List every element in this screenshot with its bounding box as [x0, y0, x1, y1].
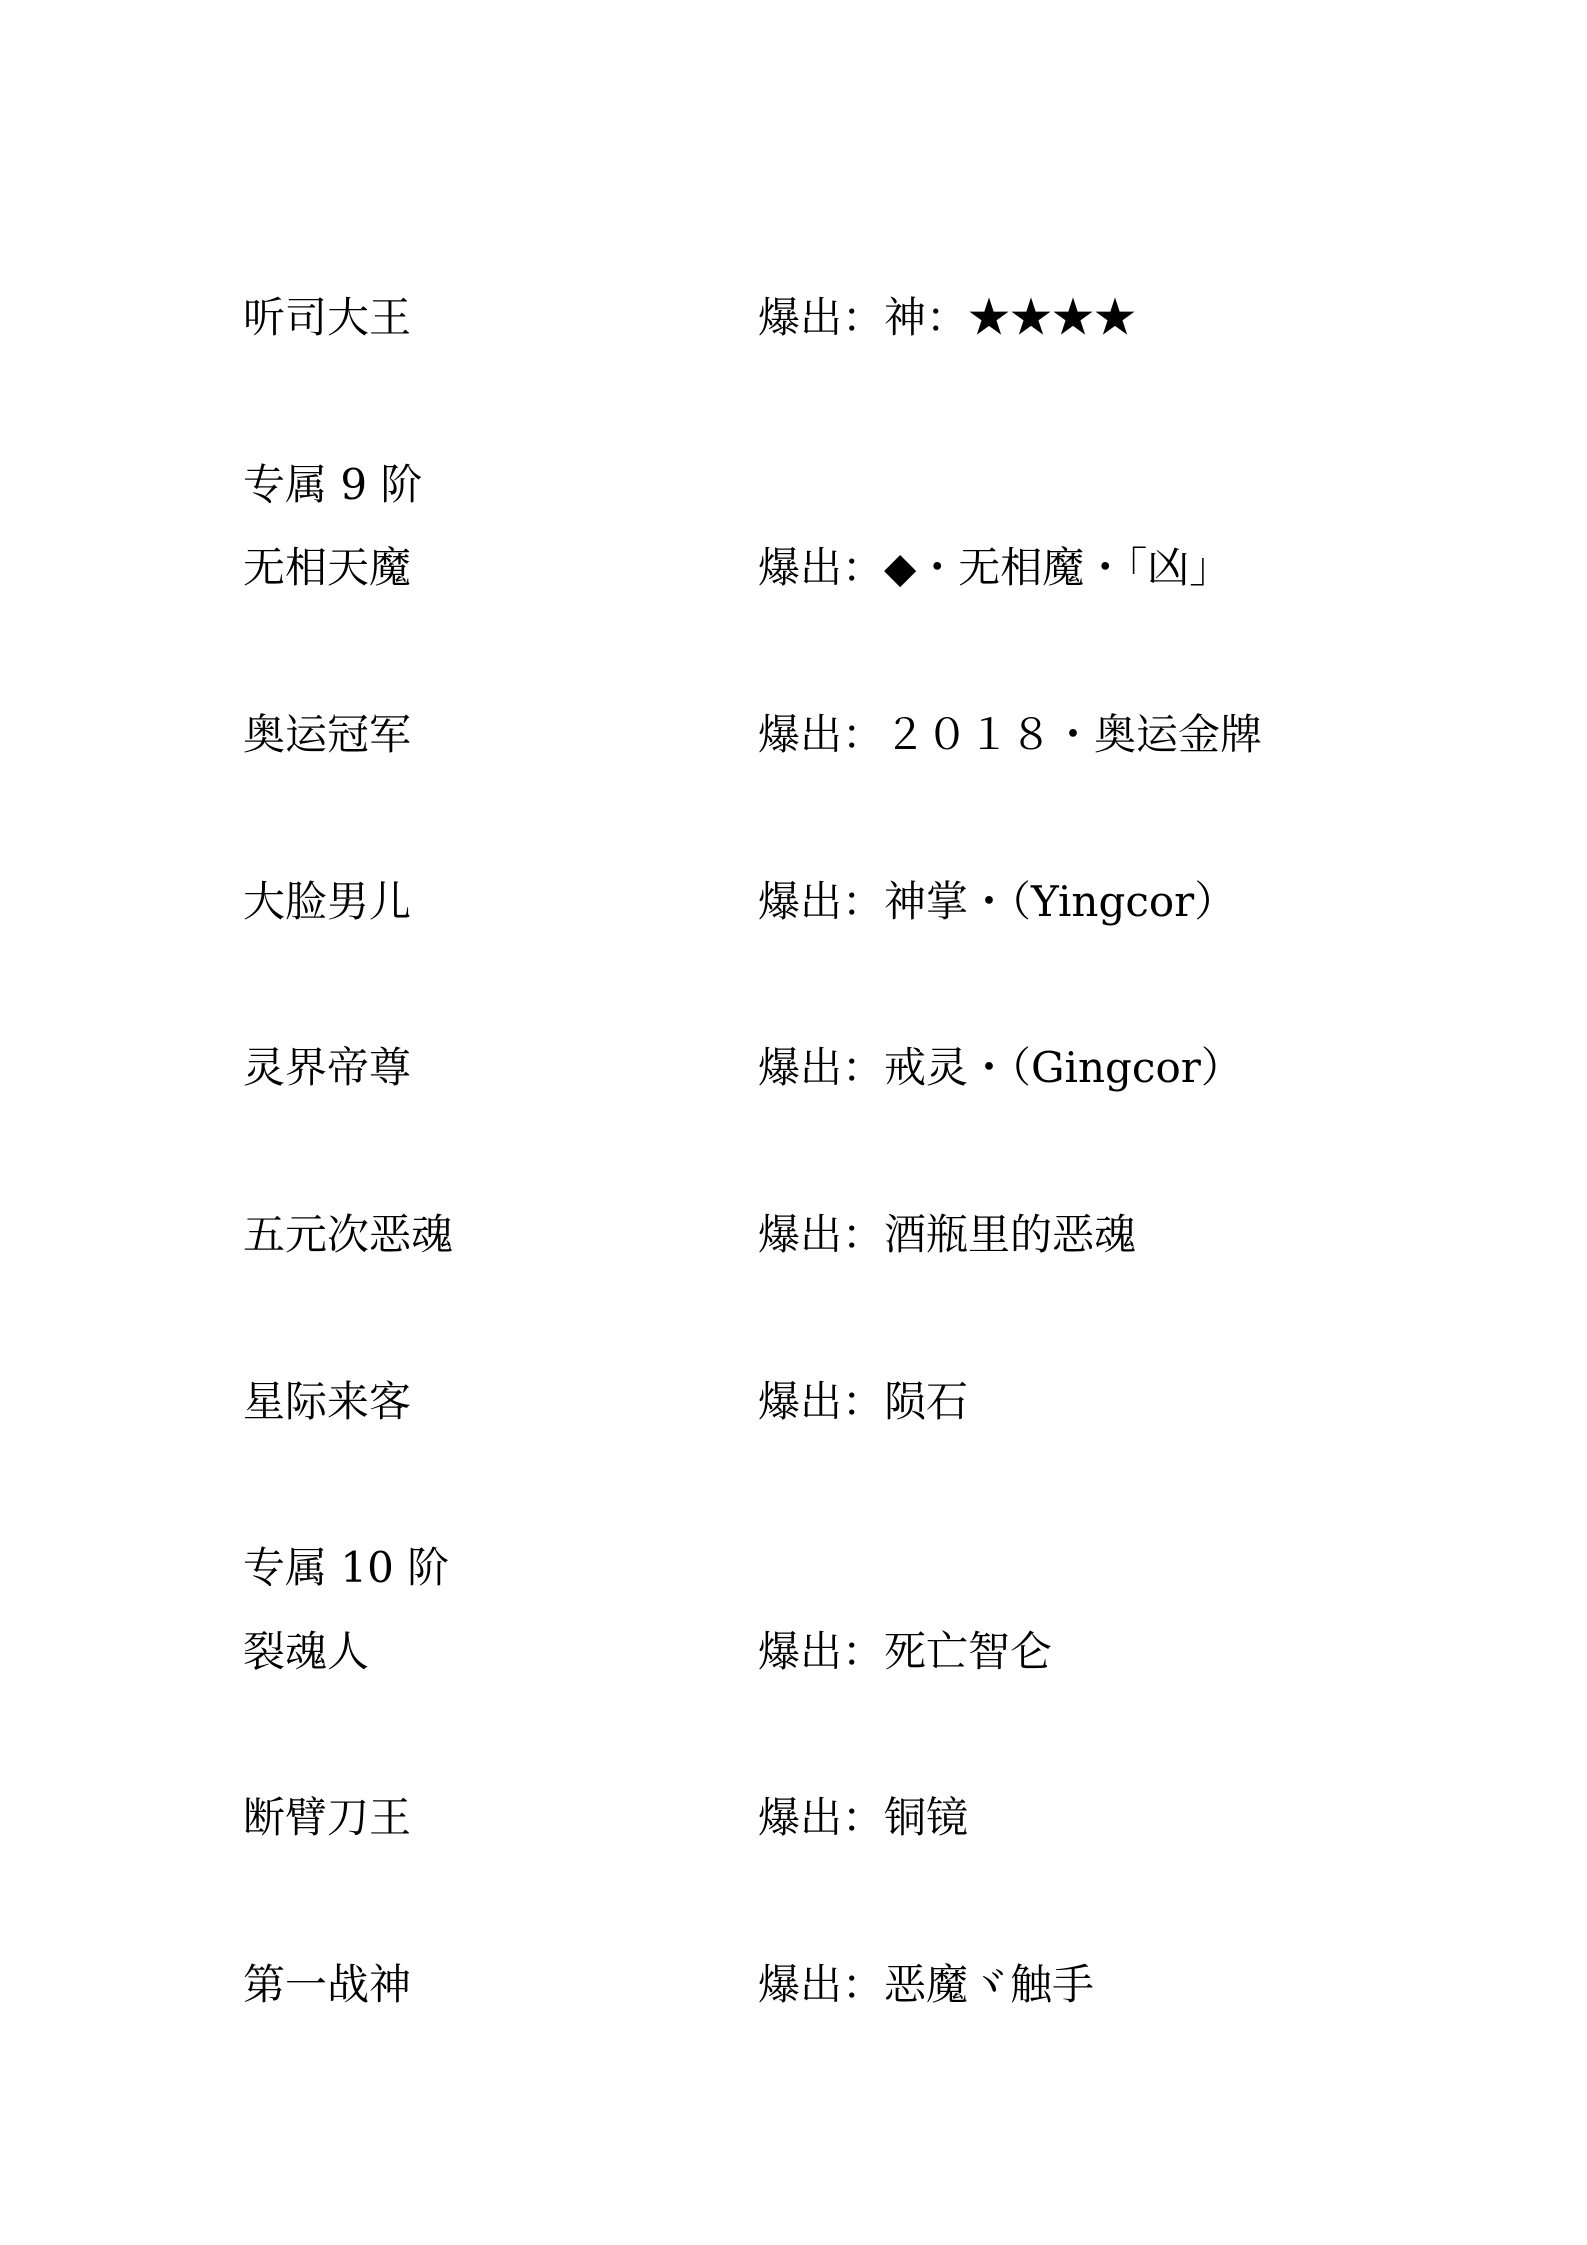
monster-name: 听司大王 [243, 293, 412, 342]
monster-name: 裂魂人 [243, 1627, 370, 1676]
tier-heading: 专属 9 阶 [243, 460, 423, 509]
entry-row [0, 1622, 1587, 1682]
drop-text: 爆出：酒瓶里的恶魂 [758, 1210, 1137, 1259]
drop-text: 爆出：戒灵・（Gingcor） [758, 1043, 1243, 1092]
drop-text: 爆出：２０１８・奥运金牌 [758, 710, 1263, 759]
entry-row [0, 705, 1587, 765]
drop-text: 爆出：神：★★★★ [758, 293, 1137, 342]
entry-row [0, 1955, 1587, 2015]
drop-text: 爆出：神掌・（Yingcor） [758, 877, 1237, 926]
monster-name: 断臂刀王 [243, 1793, 412, 1842]
entry-row [0, 872, 1587, 932]
entry-row [0, 288, 1587, 348]
drop-text: 爆出：死亡智仑 [758, 1627, 1053, 1676]
monster-name: 无相天魔 [243, 543, 412, 592]
monster-name: 灵界帝尊 [243, 1043, 412, 1092]
monster-name: 星际来客 [243, 1377, 412, 1426]
drop-text: 爆出：铜镜 [758, 1793, 969, 1842]
monster-name: 大脸男儿 [243, 877, 412, 926]
drop-text: 爆出：恶魔ヾ触手 [758, 1960, 1095, 2009]
monster-name: 奥运冠军 [243, 710, 412, 759]
entry-row [0, 1038, 1587, 1098]
monster-name: 五元次恶魂 [243, 1210, 454, 1259]
monster-name: 第一战神 [243, 1960, 412, 2009]
drop-text: 爆出：陨石 [758, 1377, 969, 1426]
tier-heading-row [0, 1538, 1587, 1598]
entry-row [0, 1205, 1587, 1265]
entry-row [0, 538, 1587, 598]
entry-row [0, 1788, 1587, 1848]
drop-text: 爆出：◆・无相魔・「凶」 [758, 543, 1232, 592]
tier-heading: 专属 10 阶 [243, 1543, 450, 1592]
entry-row [0, 1372, 1587, 1432]
tier-heading-row [0, 455, 1587, 515]
